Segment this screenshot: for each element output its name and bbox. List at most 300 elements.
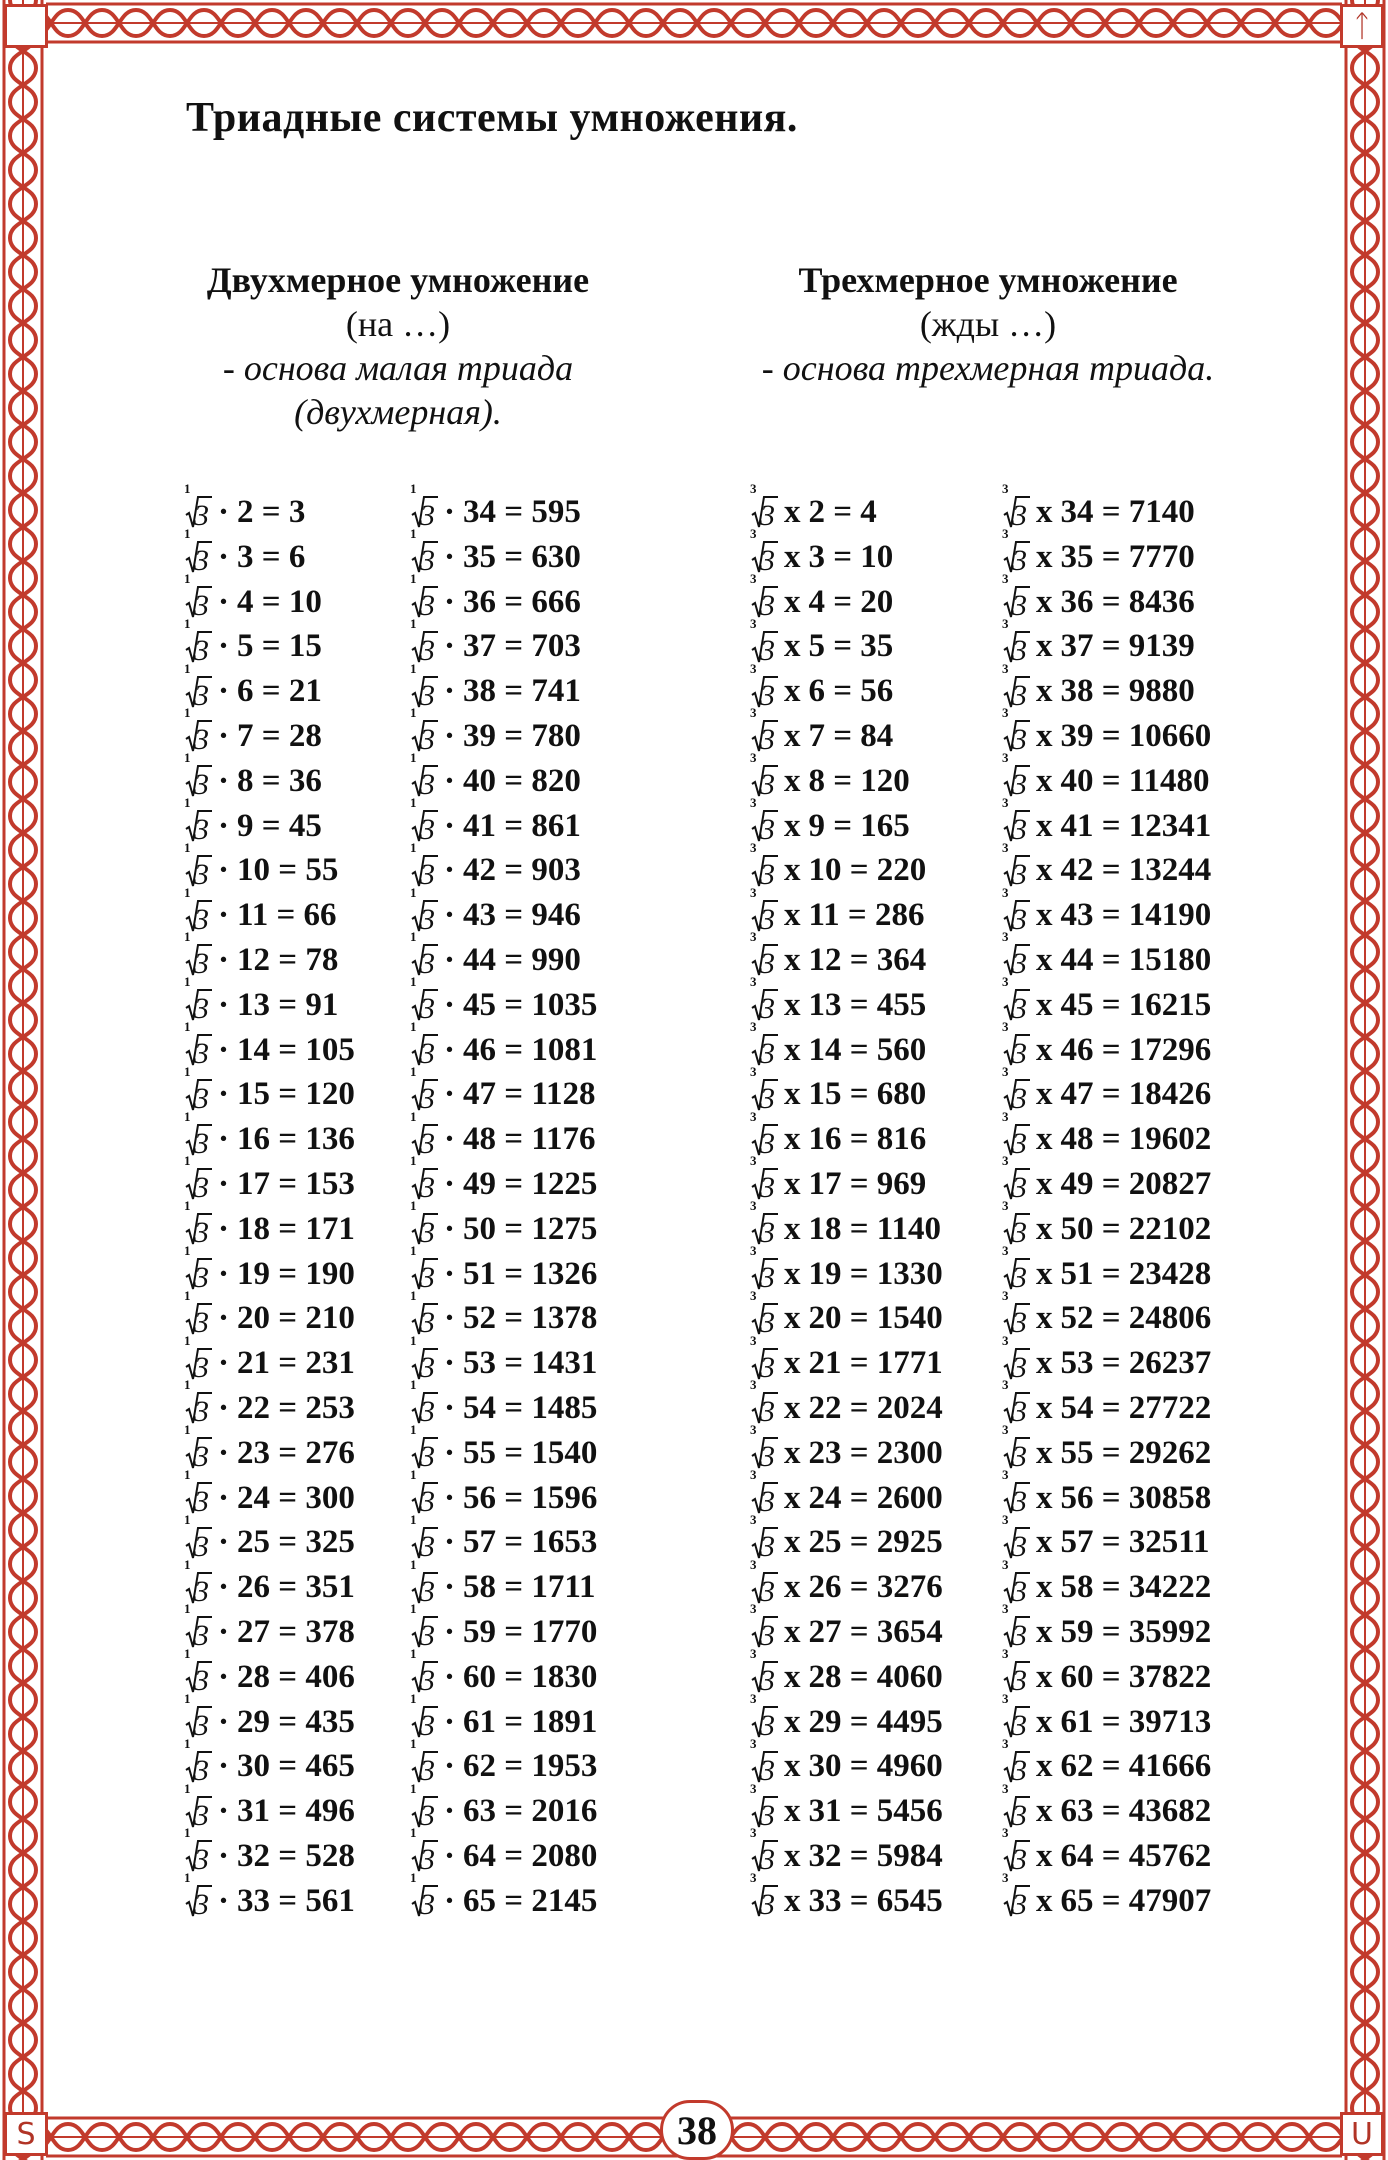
radical-index: 3 (1002, 1870, 1009, 1886)
list-item (184, 660, 355, 714)
list-item (1002, 570, 1211, 625)
equation: 29 = 435 (237, 1703, 355, 1740)
radical-symbol (410, 750, 438, 802)
list-item (1002, 750, 1211, 804)
radical-index: 3 (750, 660, 757, 676)
equation: 39 = 10660 (1060, 717, 1212, 754)
equation: 60 = 1830 (463, 1658, 598, 1695)
list-item (410, 1646, 598, 1700)
equation: 61 = 1891 (463, 1703, 598, 1740)
equation: 16 = 816 (808, 1121, 927, 1158)
radical-index: 3 (750, 1287, 757, 1303)
equation: 47 = 1128 (463, 1076, 596, 1113)
operator: x (784, 762, 801, 799)
list-item (410, 1198, 598, 1252)
operator: · (444, 1569, 456, 1606)
radical-base: 3 (760, 1171, 775, 1205)
radical-base: 3 (1012, 1843, 1027, 1877)
operator: x (784, 807, 801, 844)
operator: · (444, 1389, 456, 1426)
radical-index: 3 (750, 481, 757, 497)
radical-symbol (184, 974, 212, 1026)
operator: · (218, 1210, 230, 1247)
radical-index: 1 (410, 1601, 417, 1617)
radical-base: 3 (760, 947, 775, 981)
radical-base: 3 (420, 1171, 435, 1205)
equation: 24 = 300 (237, 1479, 355, 1516)
radical-symbol (184, 1735, 212, 1787)
radical-symbol (750, 1825, 778, 1877)
radical-symbol (1002, 1063, 1030, 1115)
radical-symbol (184, 1422, 212, 1474)
radical-base: 3 (194, 633, 209, 667)
radical-index: 3 (750, 526, 757, 542)
page-title: Триадные системы умножения. (186, 95, 798, 141)
radical-symbol (1002, 1153, 1030, 1205)
radical-base: 3 (194, 768, 209, 802)
radical-index: 3 (750, 1556, 757, 1572)
equation: 36 = 666 (463, 583, 581, 620)
radical-base: 3 (760, 1888, 775, 1922)
radical-symbol (410, 1287, 438, 1339)
operator: x (1036, 1882, 1053, 1919)
operator: x (1036, 852, 1053, 889)
radical-symbol (1002, 481, 1030, 533)
list-item (184, 1153, 355, 1207)
radical-symbol (750, 1646, 778, 1698)
equation: 53 = 1431 (463, 1345, 598, 1382)
list-item (750, 1870, 943, 1924)
radical-base: 3 (420, 588, 435, 622)
radical-base: 3 (420, 1260, 435, 1294)
radical-base: 3 (420, 902, 435, 936)
list-item (750, 1690, 943, 1745)
list-item (750, 1601, 943, 1655)
radical-base: 3 (760, 768, 775, 802)
radical-symbol (1002, 1377, 1030, 1429)
list-item (1002, 1825, 1212, 1879)
radical-index: 3 (1002, 1601, 1009, 1617)
radical-symbol (184, 884, 212, 936)
radical-symbol (410, 1466, 438, 1518)
equation: 42 = 903 (463, 852, 581, 889)
radical-symbol (184, 1063, 212, 1115)
radical-base: 3 (760, 499, 775, 533)
equation: 63 = 2016 (463, 1793, 598, 1830)
radical-base: 3 (194, 1305, 209, 1339)
operator: · (444, 986, 456, 1023)
list-item (410, 1511, 598, 1565)
list-item (750, 1556, 943, 1610)
list-item (1002, 481, 1211, 535)
radical-base: 3 (194, 902, 209, 936)
radical-symbol (750, 1198, 778, 1250)
radical-symbol (410, 1825, 438, 1877)
radical-base: 3 (194, 1574, 209, 1608)
equation: 31 = 496 (237, 1793, 355, 1830)
radical-symbol (184, 526, 212, 578)
radical-index: 3 (750, 1108, 757, 1124)
radical-index: 1 (410, 526, 417, 542)
equation: 37 = 703 (463, 628, 581, 665)
operator: x (1036, 1031, 1053, 1068)
radical-base: 3 (194, 1664, 209, 1698)
radical-base: 3 (194, 1843, 209, 1877)
radical-symbol (1002, 750, 1030, 802)
radical-index: 3 (1002, 1780, 1009, 1796)
equation: 56 = 1596 (463, 1479, 598, 1516)
radical-base: 3 (760, 678, 775, 712)
operator: · (218, 1031, 230, 1068)
border-left (0, 0, 46, 2160)
equation: 7 = 28 (237, 717, 322, 754)
radical-index: 1 (184, 1063, 191, 1079)
operator: x (784, 1613, 801, 1650)
equation: 22 = 253 (237, 1389, 355, 1426)
list-item (410, 1063, 597, 1117)
list-item (184, 1377, 355, 1431)
operator: · (218, 1613, 230, 1650)
radical-index: 1 (410, 705, 417, 721)
radical-index: 3 (1002, 1287, 1009, 1303)
radical-symbol (410, 839, 438, 891)
radical-symbol (410, 1242, 438, 1294)
celtic-knot-pattern-top (0, 0, 1388, 46)
radical-symbol (1002, 1511, 1030, 1563)
operator: x (1036, 1748, 1053, 1785)
radical-symbol (1002, 884, 1030, 936)
radical-index: 1 (184, 929, 191, 945)
radical-base: 3 (420, 1395, 435, 1429)
list-item (410, 1556, 597, 1610)
radical-index: 1 (410, 570, 417, 586)
radical-symbol (410, 1018, 438, 1070)
radical-symbol (1002, 615, 1030, 667)
radical-index: 3 (1002, 570, 1009, 586)
equation: 46 = 17296 (1060, 1031, 1212, 1068)
radical-symbol (1002, 1735, 1030, 1787)
equation: 40 = 11480 (1060, 762, 1210, 799)
operator: x (784, 1524, 801, 1561)
operator: x (784, 897, 801, 934)
equation: 8 = 120 (808, 762, 910, 799)
equation: 55 = 1540 (463, 1434, 598, 1471)
radical-index: 1 (184, 1556, 191, 1572)
radical-index: 3 (1002, 884, 1009, 900)
radical-base: 3 (760, 812, 775, 846)
radical-base: 3 (194, 1395, 209, 1429)
radical-index: 3 (750, 1466, 757, 1482)
list-item (1002, 1198, 1212, 1252)
equation: 9 = 45 (237, 807, 322, 844)
list-item (184, 1466, 355, 1521)
radical-base: 3 (760, 588, 775, 622)
radical-symbol (184, 1108, 212, 1160)
radical-symbol (184, 1377, 212, 1429)
radical-symbol (750, 1242, 778, 1294)
equation: 13 = 455 (808, 986, 927, 1023)
radical-symbol (184, 1287, 212, 1339)
radical-index: 3 (750, 974, 757, 990)
radical-symbol (184, 615, 212, 667)
operator: x (1036, 1703, 1053, 1740)
equation: 4 = 20 (808, 583, 894, 620)
radical-base: 3 (1012, 947, 1027, 981)
list-item (184, 1018, 355, 1073)
radical-base: 3 (760, 1350, 775, 1384)
list-item (750, 1242, 943, 1297)
radical-symbol (750, 1780, 778, 1832)
radical-index: 3 (1002, 1511, 1009, 1527)
operator: · (218, 852, 230, 889)
equation: 8 = 36 (237, 762, 322, 799)
list-item (410, 570, 597, 625)
radical-base: 3 (1012, 1350, 1027, 1384)
radical-symbol (750, 1377, 778, 1429)
list-item (1002, 1556, 1212, 1610)
equation: 25 = 2925 (808, 1524, 943, 1561)
list-item (1002, 1690, 1212, 1745)
operator: · (444, 1524, 456, 1561)
list-item (184, 1870, 355, 1924)
equation: 53 = 26237 (1060, 1345, 1212, 1382)
radical-index: 3 (1002, 615, 1009, 631)
operator: · (444, 1658, 456, 1695)
radical-base: 3 (1012, 1888, 1027, 1922)
radical-base: 3 (420, 1798, 435, 1832)
operator: · (444, 583, 456, 620)
radical-symbol (410, 615, 438, 667)
radical-symbol (1002, 1422, 1030, 1474)
list-item (184, 1332, 355, 1386)
equation: 30 = 4960 (808, 1748, 943, 1785)
list-item (184, 884, 355, 938)
radical-symbol (1002, 1646, 1030, 1698)
radical-base: 3 (760, 1484, 775, 1518)
list-item (750, 1198, 943, 1252)
corner-top-right-rune: ᛏ (1340, 4, 1384, 48)
operator: x (1036, 1658, 1053, 1695)
operator: x (784, 1345, 801, 1382)
equation: 10 = 55 (237, 852, 339, 889)
radical-index: 1 (184, 1780, 191, 1796)
operator: · (218, 583, 230, 620)
radical-index: 1 (410, 1780, 417, 1796)
operator: · (218, 1658, 230, 1695)
list-item (184, 1511, 355, 1565)
list-item (750, 1153, 943, 1207)
equation: 23 = 276 (237, 1434, 355, 1471)
two-dim-note-2: (двухмерная). (294, 392, 502, 432)
radical-base: 3 (194, 723, 209, 757)
radical-base: 3 (1012, 1753, 1027, 1787)
radical-index: 1 (184, 1601, 191, 1617)
operator: x (784, 1748, 801, 1785)
radical-base: 3 (760, 723, 775, 757)
operator: · (218, 941, 230, 978)
radical-symbol (750, 570, 778, 622)
operator: x (1036, 1793, 1053, 1830)
list-item (1002, 794, 1212, 849)
equation: 19 = 190 (237, 1255, 355, 1292)
equation: 10 = 220 (808, 852, 927, 889)
radical-base: 3 (760, 1619, 775, 1653)
radical-symbol (750, 974, 778, 1026)
operator: · (444, 1345, 456, 1382)
radical-index: 3 (750, 1422, 757, 1438)
radical-symbol (184, 1780, 212, 1832)
equation: 15 = 680 (808, 1076, 927, 1113)
operator: x (1036, 1434, 1053, 1471)
list-item (184, 750, 355, 804)
list-item (1002, 1377, 1212, 1431)
equation: 58 = 34222 (1060, 1569, 1212, 1606)
radical-base: 3 (760, 1036, 775, 1070)
operator: x (784, 1300, 801, 1337)
two-dim-column-2 (410, 481, 598, 1924)
operator: x (1036, 1389, 1053, 1426)
equation: 61 = 39713 (1060, 1703, 1212, 1740)
two-dim-header (118, 258, 678, 434)
operator: · (218, 1524, 230, 1561)
list-item (410, 1690, 598, 1745)
radical-index: 3 (750, 1646, 757, 1662)
equation: 59 = 1770 (463, 1613, 598, 1650)
list-item (750, 1511, 943, 1565)
radical-base: 3 (194, 1484, 209, 1518)
operator: · (218, 986, 230, 1023)
list-item (184, 526, 355, 580)
equation: 64 = 45762 (1060, 1837, 1212, 1874)
radical-symbol (750, 660, 778, 712)
radical-index: 3 (1002, 1556, 1009, 1572)
equation: 14 = 560 (808, 1031, 927, 1068)
radical-base: 3 (420, 1484, 435, 1518)
list-item (410, 839, 597, 893)
equation: 52 = 1378 (463, 1300, 598, 1337)
equation: 11 = 286 (808, 897, 925, 934)
radical-symbol (750, 1601, 778, 1653)
operator: · (218, 1076, 230, 1113)
list-item (1002, 1870, 1212, 1924)
radical-symbol (1002, 526, 1030, 578)
equation: 12 = 78 (237, 941, 339, 978)
list-item (184, 615, 355, 669)
radical-symbol (410, 660, 438, 712)
operator: · (444, 1748, 456, 1785)
list-item (184, 1287, 355, 1341)
radical-symbol (184, 1153, 212, 1205)
operator: x (784, 1121, 801, 1158)
operator: · (444, 1613, 456, 1650)
equation: 26 = 351 (237, 1569, 355, 1606)
radical-symbol (750, 929, 778, 981)
list-item (1002, 1735, 1212, 1789)
radical-index: 3 (1002, 1825, 1009, 1841)
equation: 39 = 780 (463, 717, 581, 754)
equation: 54 = 1485 (463, 1389, 598, 1426)
equation: 48 = 1176 (463, 1121, 596, 1158)
radical-index: 1 (410, 794, 417, 810)
operator: x (1036, 583, 1053, 620)
radical-base: 3 (1012, 1260, 1027, 1294)
operator: · (218, 1793, 230, 1830)
list-item (750, 750, 943, 804)
radical-index: 3 (750, 1870, 757, 1886)
operator: · (218, 1121, 230, 1158)
operator: · (218, 1837, 230, 1874)
equation: 16 = 136 (237, 1121, 355, 1158)
radical-index: 3 (750, 1332, 757, 1348)
list-item (184, 974, 355, 1028)
radical-base: 3 (1012, 499, 1027, 533)
operator: x (1036, 1613, 1053, 1650)
three-dim-column-1 (750, 481, 943, 1924)
radical-symbol (410, 794, 438, 846)
equation: 63 = 43682 (1060, 1793, 1212, 1830)
radical-base: 3 (420, 1036, 435, 1070)
radical-index: 3 (1002, 794, 1009, 810)
radical-index: 1 (410, 974, 417, 990)
list-item (410, 1735, 598, 1789)
equation: 34 = 595 (463, 494, 581, 530)
radical-index: 1 (184, 1018, 191, 1034)
equation: 38 = 9880 (1060, 673, 1195, 710)
list-item (750, 1422, 943, 1476)
equation: 45 = 16215 (1060, 986, 1212, 1023)
radical-base: 3 (420, 992, 435, 1026)
equation: 57 = 32511 (1060, 1524, 1210, 1561)
radical-base: 3 (420, 768, 435, 802)
equation: 46 = 1081 (463, 1031, 598, 1068)
radical-symbol (410, 1332, 438, 1384)
celtic-knot-pattern-left (0, 0, 46, 2160)
radical-base: 3 (420, 633, 435, 667)
radical-index: 3 (1002, 1108, 1009, 1124)
radical-base: 3 (1012, 678, 1027, 712)
list-item (184, 794, 355, 849)
radical-index: 3 (750, 1063, 757, 1079)
equation: 19 = 1330 (808, 1255, 943, 1292)
radical-symbol (1002, 705, 1030, 757)
radical-index: 1 (410, 1556, 417, 1572)
radical-symbol (410, 1601, 438, 1653)
radical-index: 3 (1002, 1063, 1009, 1079)
list-item (184, 1556, 355, 1610)
operator: · (444, 1031, 456, 1068)
radical-symbol (410, 884, 438, 936)
radical-base: 3 (194, 1081, 209, 1115)
equation: 5 = 35 (808, 628, 894, 665)
radical-symbol (184, 1646, 212, 1698)
radical-symbol (1002, 1870, 1030, 1922)
radical-base: 3 (194, 1260, 209, 1294)
operator: · (444, 1837, 456, 1874)
radical-index: 1 (184, 794, 191, 810)
radical-base: 3 (1012, 1395, 1027, 1429)
radical-index: 3 (750, 615, 757, 631)
equation: 28 = 4060 (808, 1658, 943, 1695)
list-item (410, 526, 597, 580)
radical-base: 3 (760, 1395, 775, 1429)
operator: x (1036, 1345, 1053, 1382)
equation: 17 = 153 (237, 1165, 355, 1202)
list-item (410, 1108, 597, 1162)
equation: 50 = 1275 (463, 1210, 598, 1247)
radical-symbol (750, 1018, 778, 1070)
radical-base: 3 (1012, 768, 1027, 802)
border-top (0, 0, 1388, 46)
